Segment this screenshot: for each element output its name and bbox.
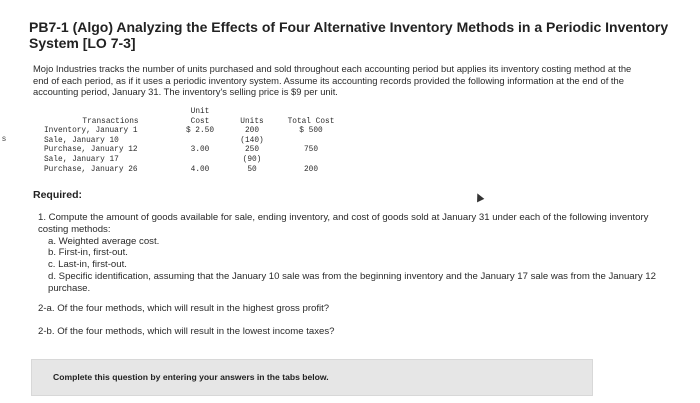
- cell-transaction: Sale, January 17: [44, 155, 119, 164]
- list-item: c. Last-in, first-out.: [48, 259, 127, 271]
- cell-transaction: Purchase, January 12: [44, 146, 138, 155]
- question-1: [38, 212, 663, 295]
- header-unit-cost-line1: Unit: [190, 108, 210, 116]
- instructions-text: Complete this question by entering your answers in the tabs below.: [53, 372, 329, 382]
- cell-transaction: Sale, January 10: [44, 136, 119, 145]
- cell-unit-cost: 4.00: [190, 165, 210, 174]
- edge-mark: s: [2, 134, 6, 143]
- mouse-cursor-icon: [474, 192, 485, 203]
- question-1-text: 1. Compute the amount of goods available for sale, ending inventory, and cost of goods sold at January 31 under each of the following inventory costing methods:: [38, 212, 649, 235]
- header-unit-cost: [177, 108, 223, 127]
- header-units: Units: [240, 117, 264, 126]
- question-2b: 2-b. Of the four methods, which will result in the lowest income taxes?: [38, 326, 335, 337]
- header-transactions: Transactions: [82, 117, 139, 126]
- cell-units: 50: [247, 165, 257, 174]
- question-1-items: [38, 236, 663, 295]
- cell-units: 250: [244, 146, 260, 155]
- cell-units: (140): [240, 136, 264, 145]
- required-heading: Required:: [33, 189, 83, 201]
- table-row: [44, 127, 341, 137]
- cell-total-cost: $ 500: [299, 127, 323, 136]
- header-total-cost: Total Cost: [287, 117, 335, 126]
- cell-units: (90): [242, 155, 262, 164]
- cell-total-cost: [281, 137, 341, 147]
- table-row: [44, 137, 341, 147]
- table-header-row: [44, 108, 341, 127]
- list-item: d. Specific identification, assuming that the January 10 sale was from the beginning inventory and the January 17 sale was from the January 12 purchase.: [48, 270, 656, 294]
- instructions-banner: [31, 359, 593, 396]
- cell-unit-cost: [177, 137, 223, 147]
- cell-transaction: Purchase, January 26: [44, 165, 138, 174]
- inventory-table: [44, 108, 341, 175]
- problem-title: PB7-1 (Algo) Analyzing the Effects of Four Alternative Inventory Methods in a Periodic Inventory System [LO 7-3]: [29, 19, 669, 51]
- list-item: a. Weighted average cost.: [48, 235, 160, 247]
- list-item: b. First-in, first-out.: [48, 247, 128, 259]
- question-2a: 2-a. Of the four methods, which will result in the highest gross profit?: [38, 303, 330, 314]
- cell-transaction: Inventory, January 1: [44, 127, 138, 136]
- cell-unit-cost: 3.00: [190, 146, 210, 155]
- cell-total-cost: [281, 156, 341, 166]
- cell-total-cost: 750: [303, 146, 319, 155]
- table-row: [44, 146, 341, 156]
- cell-unit-cost: [177, 156, 223, 166]
- cell-units: 200: [244, 127, 260, 136]
- table-row: [44, 156, 341, 166]
- cell-unit-cost: $ 2.50: [185, 127, 215, 136]
- table-row: [44, 166, 341, 176]
- header-unit-cost-line2: Cost: [190, 117, 210, 126]
- problem-intro: Mojo Industries tracks the number of units purchased and sold throughout each accounting period but applies its inventory costing method at the end of each period, as if it uses a periodic inventory system. Assume its accounting records provided the following information at the end of the accounting period, January 31. The inventory's selling price is $9 per unit.: [33, 63, 632, 98]
- cell-total-cost: 200: [303, 165, 319, 174]
